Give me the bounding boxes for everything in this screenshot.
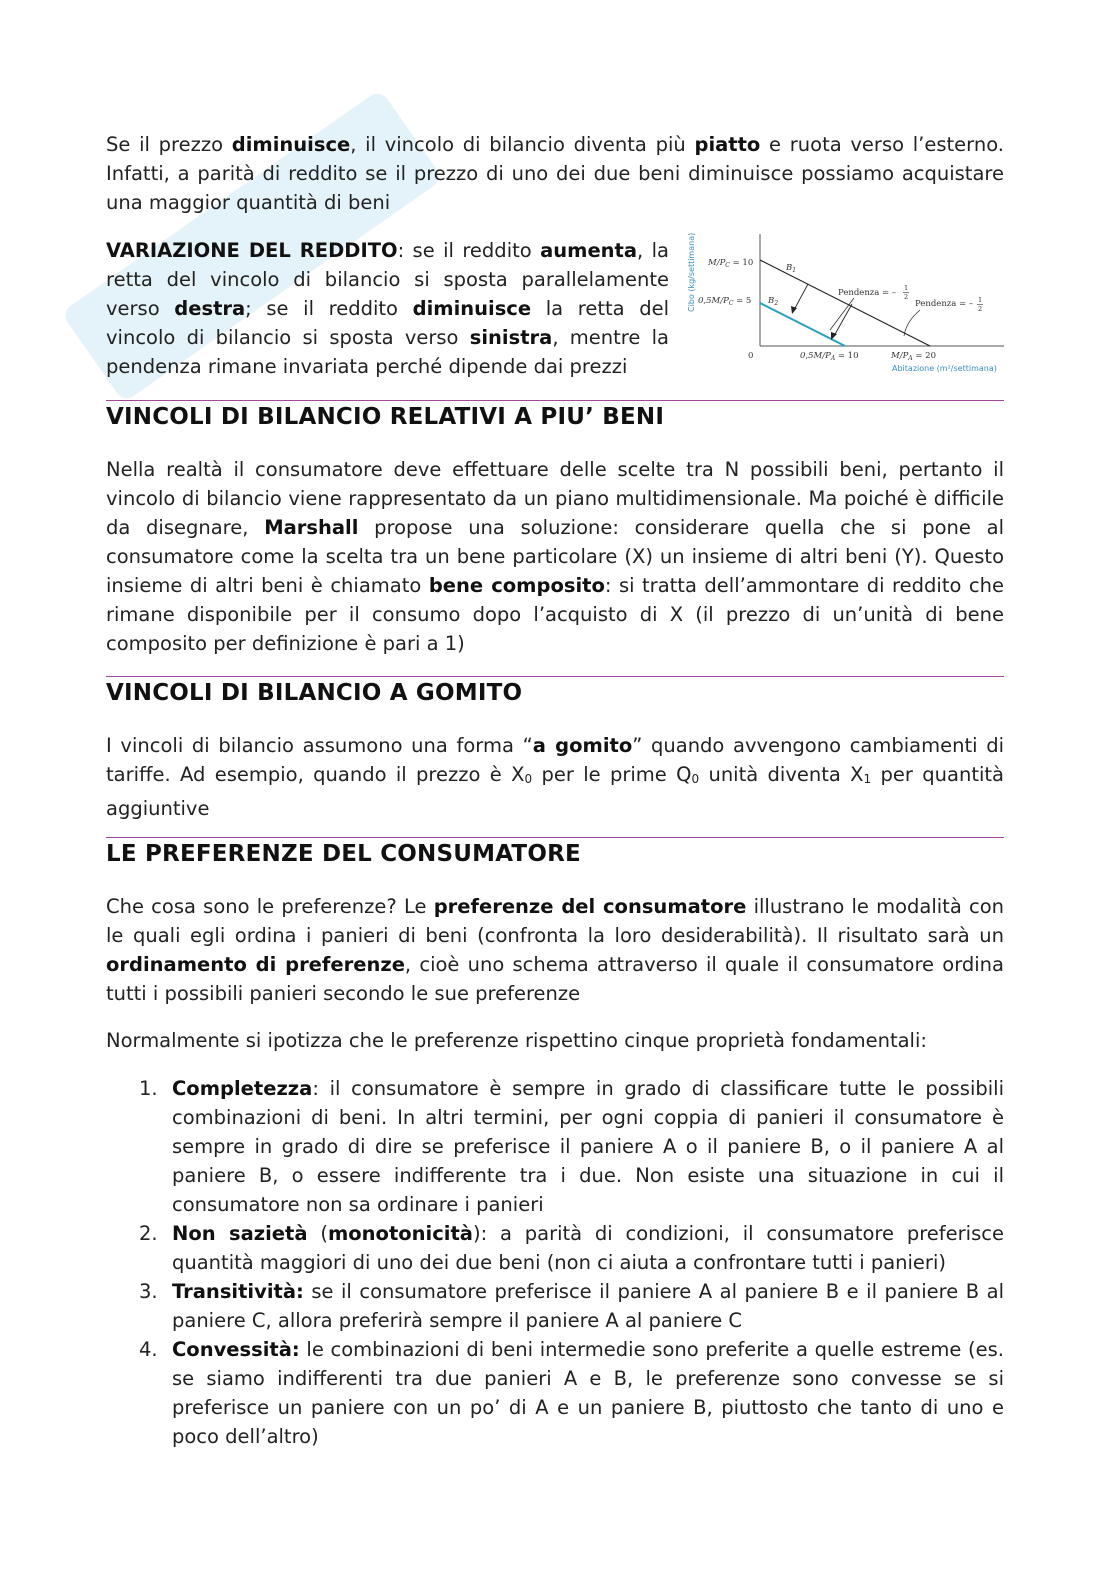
list-item: 4. Convessità: le combinazioni di beni intermedie sono preferite a quelle estreme (es. se siamo indifferenti tra due panieri A e B, le preferenze sono convesse se si preferisce un paniere con un po’ di A e un paniere B, piuttosto che tanto di uno e poco dell’altro) [139,1338,1004,1448]
b1-label: $B_1$ [786,263,797,274]
section-divider-1 [106,400,1004,401]
section-divider-2 [106,676,1004,677]
y-axis-label: Cibo (kg/settimana) [687,232,696,312]
x-axis-label: Abitazione (m²/settimana) [892,364,997,373]
origin-label: 0 [748,351,754,361]
list-item: 2. Non sazietà (monotonicità): a parità di condizioni, il consumatore preferisce quantità maggiori di uno dei due beni (non ci aiuta a confrontare tutti i panieri) [139,1222,1004,1274]
slope-label-1: Pendenza = – [838,288,897,298]
shift-arrow-2 [834,304,852,336]
budget-line-figure [684,224,1008,376]
x-tick-high: $M/P_A = 20$ [891,351,936,362]
x-tick-low: $0,5M/P_A = 10$ [800,351,859,362]
slope-pointer-1 [830,298,854,330]
y-tick-low: $0,5M/P_C = 5$ [698,296,752,307]
section-gomito-paragraph: I vincoli di bilancio assumono una forma “a gomito” quando avvengono cambiamenti di tariffe. Ad esempio, quando il prezzo è X0 per le prime Q0 unità diventa X1 per quantità aggiuntive [106,734,1005,820]
slope1-frac-num: 1 [904,284,909,292]
budget-line-b2 [760,303,845,346]
list-item: 1. Completezza: il consumatore è sempre in grado di classificare tutte le possibili combinazioni di beni. In altri termini, per ogni coppia di panieri il consumatore è sempre in grado di dire se preferisce il paniere A o il paniere B, o il paniere A al paniere B, o essere indifferente tra i due. Non esiste una situazione in cui il consumatore non sa ordinare i panieri [139,1077,1004,1216]
section-heading-gomito: VINCOLI DI BILANCIO A GOMITO [106,680,523,706]
properties-intro: Normalmente si ipotizza che le preferenze rispettino cinque proprietà fondamentali: [106,1029,927,1052]
slope-label-2: Pendenza = – [915,299,974,309]
list-item: 3. Transitività: se il consumatore preferisce il paniere A al paniere B e il paniere B al paniere C, allora preferirà sempre il paniere A al paniere C [139,1280,1004,1332]
section-preferenze-paragraph: Che cosa sono le preferenze? Le preferenze del consumatore illustrano le modalità con le quali egli ordina i panieri di beni (confronta la loro desiderabilità). Il risultato sarà un ordinamento di preferenze, cioè uno schema attraverso il quale il consumatore ordina tutti i possibili panieri secondo le sue preferenze [106,895,1005,1005]
properties-list [106,1074,1004,1451]
section-heading-preferenze: LE PREFERENZE DEL CONSUMATORE [106,841,581,867]
intro-paragraph: Se il prezzo diminuisce, il vincolo di bilancio diventa più piatto e ruota verso l’esterno. Infatti, a parità di reddito se il prezzo di uno dei due beni diminuisce possiamo acquistare una maggior quantità di beni [106,133,1004,214]
slope2-frac-den: 2 [978,305,983,313]
slope2-frac-num: 1 [978,296,983,304]
section-heading-piu-beni: VINCOLI DI BILANCIO RELATIVI A PIU’ BENI [106,404,665,430]
shift-arrow-1 [794,284,808,310]
section-piu-beni-paragraph: Nella realtà il consumatore deve effettuare delle scelte tra N possibili beni, pertanto il vincolo di bilancio viene rappresentato da un piano multidimensionale. Ma poiché è difficile da disegnare, Marshall propose una soluzione: considerare quella che si pone al consumatore come la scelta tra un bene particolare (X) un insieme di altri beni (Y). Questo insieme di altri beni è chiamato bene composito: si tratta dell’ammontare di reddito che rimane disponibile per il consumo dopo l’acquisto di X (il prezzo di un’unità di bene composito per definizione è pari a 1) [106,458,1004,655]
b2-label: $B_2$ [768,296,779,307]
shift-arrow-2-head [831,332,837,340]
income-variation-paragraph: VARIAZIONE DEL REDDITO: se il reddito aumenta, la retta del vincolo di bilancio si sposta parallelamente verso destra; se il reddito diminuisce la retta del vincolo di bilancio si sposta verso sinistra, mentre la pendenza rimane invariata perché dipende dai prezzi [106,239,670,378]
section-divider-3 [106,837,1004,838]
slope-pointer-2 [904,310,920,336]
y-tick-high: $M/P_C = 10$ [708,258,754,269]
slope1-frac-den: 2 [904,293,909,301]
shift-arrow-1-head [791,306,797,314]
